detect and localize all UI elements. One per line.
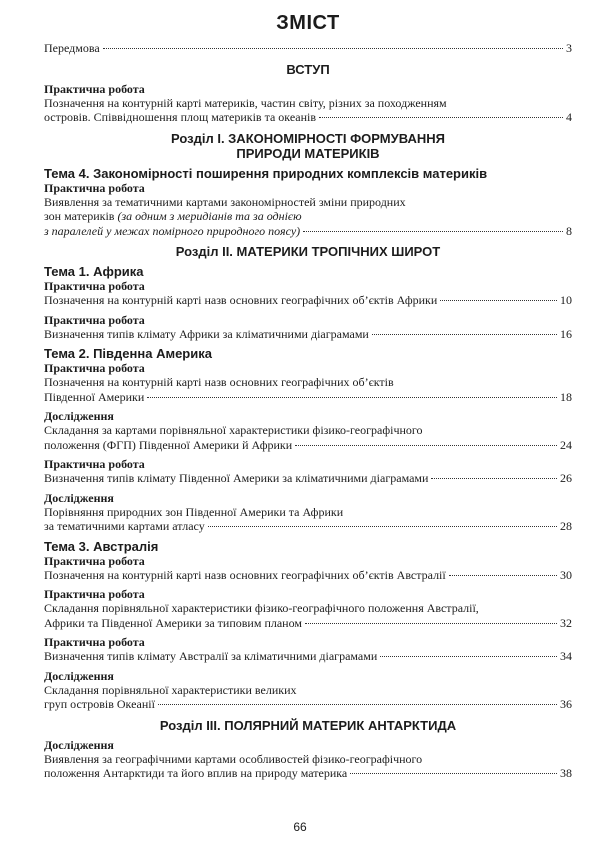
page-ref: 4 [566,110,572,124]
entry-label: Практична робота [44,457,145,471]
entry-label: Практична робота [44,361,145,375]
entry-label: Дослідження [44,668,114,683]
entry-text: Визначення типів клімату Австралії за кліматичними діаграмами [44,649,378,663]
toc-entry-au-climate[interactable] [44,635,572,664]
entry-text: груп островів Океанії [44,697,155,711]
page-ref: 18 [560,389,572,404]
dot-leader [449,575,557,576]
entry-label: Практична робота [44,81,145,96]
entry-label: Дослідження [44,490,114,505]
entry-text: Визначення типів клімату Південної Америки за кліматичними діаграмами [44,471,429,485]
toc-entry-au-map[interactable] [44,554,572,583]
dot-leader [440,300,557,301]
section-heading-intro: ВСТУП [286,61,330,77]
entry-label: Практична робота [44,553,145,568]
entry-text: островів. Співвідношення площ материків та океанів [44,110,317,124]
page-ref: 10 [560,293,572,307]
entry-text: Складання за картами порівняльної характеристики фізико-географічного [44,423,423,437]
toc-entry-antarctica[interactable] [44,738,572,781]
section-heading-2: Розділ ІІ. МАТЕРИКИ ТРОПІЧНИХ ШИРОТ [175,244,441,259]
entry-text: зон материків [44,209,118,223]
page-ref: 28 [560,519,572,533]
page-ref: 34 [560,649,572,663]
page-ref: 16 [560,326,572,341]
toc-entry-sa-map[interactable] [44,361,572,404]
entry-label: Практична робота [44,587,145,601]
entry-text: Визначення типів клімату Африки за кліматичними діаграмами [44,326,369,341]
entry-text: Південної Америки [44,389,145,404]
entry-label: Практична робота [44,180,145,195]
page-ref: 26 [560,471,572,485]
entry-text-italic: (за одним з меридіанів та за однією [117,209,302,223]
entry-text: Позначення на контурній карті назв основних географічних об’єктів Африки [44,293,438,307]
entry-text: положення Антарктиди та його вплив на природу материка [44,766,348,780]
entry-text: Складання порівняльної характеристики фізико-географічного положення Австралії, [44,601,479,615]
page-ref: 38 [560,766,572,780]
dot-leader [380,656,557,657]
entry-text: Виявлення за тематичними картами закономірностей зміни природних [44,194,406,209]
table-of-contents [44,12,572,786]
section-heading-1: Розділ І. ЗАКОНОМІРНОСТІ ФОРМУВАННЯ [171,130,445,146]
topic-heading-4: Тема 4. Закономірності поширення природних комплексів материків [44,165,488,181]
page-ref: 32 [560,615,572,630]
page-ref: 30 [560,567,572,582]
toc-entry-sa-climate[interactable] [44,457,572,486]
dot-leader [208,526,557,527]
dot-leader [305,623,557,624]
entry-label: Дослідження [44,737,114,752]
topic-heading-africa: Тема 1. Африка [44,264,144,279]
entry-text: Передмова [44,41,100,55]
toc-entry-natural-zones[interactable] [44,181,572,239]
page-number: 66 [293,820,307,834]
entry-label: Практична робота [44,635,145,649]
entry-text: Позначення на контурній карті назв основних географічних об’єктів [44,375,394,389]
section-heading-1-cont: ПРИРОДИ МАТЕРИКІВ [236,145,380,161]
entry-text: Позначення на контурній карті назв основних географічних об’єктів Австралії [44,567,446,582]
entry-text-italic: з паралелей у межах помірного природного поясу) [44,223,301,238]
dot-leader [372,334,557,335]
page-title: ЗМІСТ [276,12,340,34]
entry-text: положення (ФГП) Південної Америки й Африки [44,437,293,452]
entry-text: Порівняння природних зон Південної Америки та Африки [44,504,344,519]
entry-text: Позначення на контурній карті материків, частин світу, різних за походженням [44,95,447,110]
entry-label: Практична робота [44,312,145,327]
toc-entry-au-position[interactable] [44,587,572,630]
toc-entry-sa-zones[interactable] [44,491,572,534]
dot-leader [295,445,557,446]
entry-text: за тематичними картами атласу [44,519,205,533]
dot-leader [303,231,563,232]
dot-leader [350,773,557,774]
toc-entry-sa-position[interactable] [44,409,572,452]
entry-label: Практична робота [44,279,145,293]
page-ref: 3 [566,41,572,55]
topic-heading-south-america: Тема 2. Південна Америка [44,346,212,361]
entry-label: Дослідження [44,409,114,423]
dot-leader [158,704,557,705]
entry-text: Африки та Південної Америки за типовим планом [44,615,302,630]
dot-leader [319,117,563,118]
entry-text: Складання порівняльної характеристики великих [44,682,297,697]
section-heading-3: Розділ ІІІ. ПОЛЯРНИЙ МАТЕРИК АНТАРКТИДА [159,717,457,733]
topic-heading-australia: Тема 3. Австралія [44,538,159,554]
page-ref: 24 [560,437,572,452]
toc-entry-preface[interactable] [44,41,572,56]
page-ref: 36 [560,697,572,711]
entry-text: Виявлення за географічними картами особливостей фізико-географічного [44,751,423,766]
toc-entry-africa-climate[interactable] [44,313,572,342]
dot-leader [103,48,563,49]
dot-leader [147,397,557,398]
dot-leader [431,478,557,479]
toc-entry-intro[interactable] [44,82,572,125]
page-ref: 8 [566,223,572,238]
toc-entry-oceania[interactable] [44,669,572,712]
toc-entry-africa-map[interactable] [44,279,572,308]
